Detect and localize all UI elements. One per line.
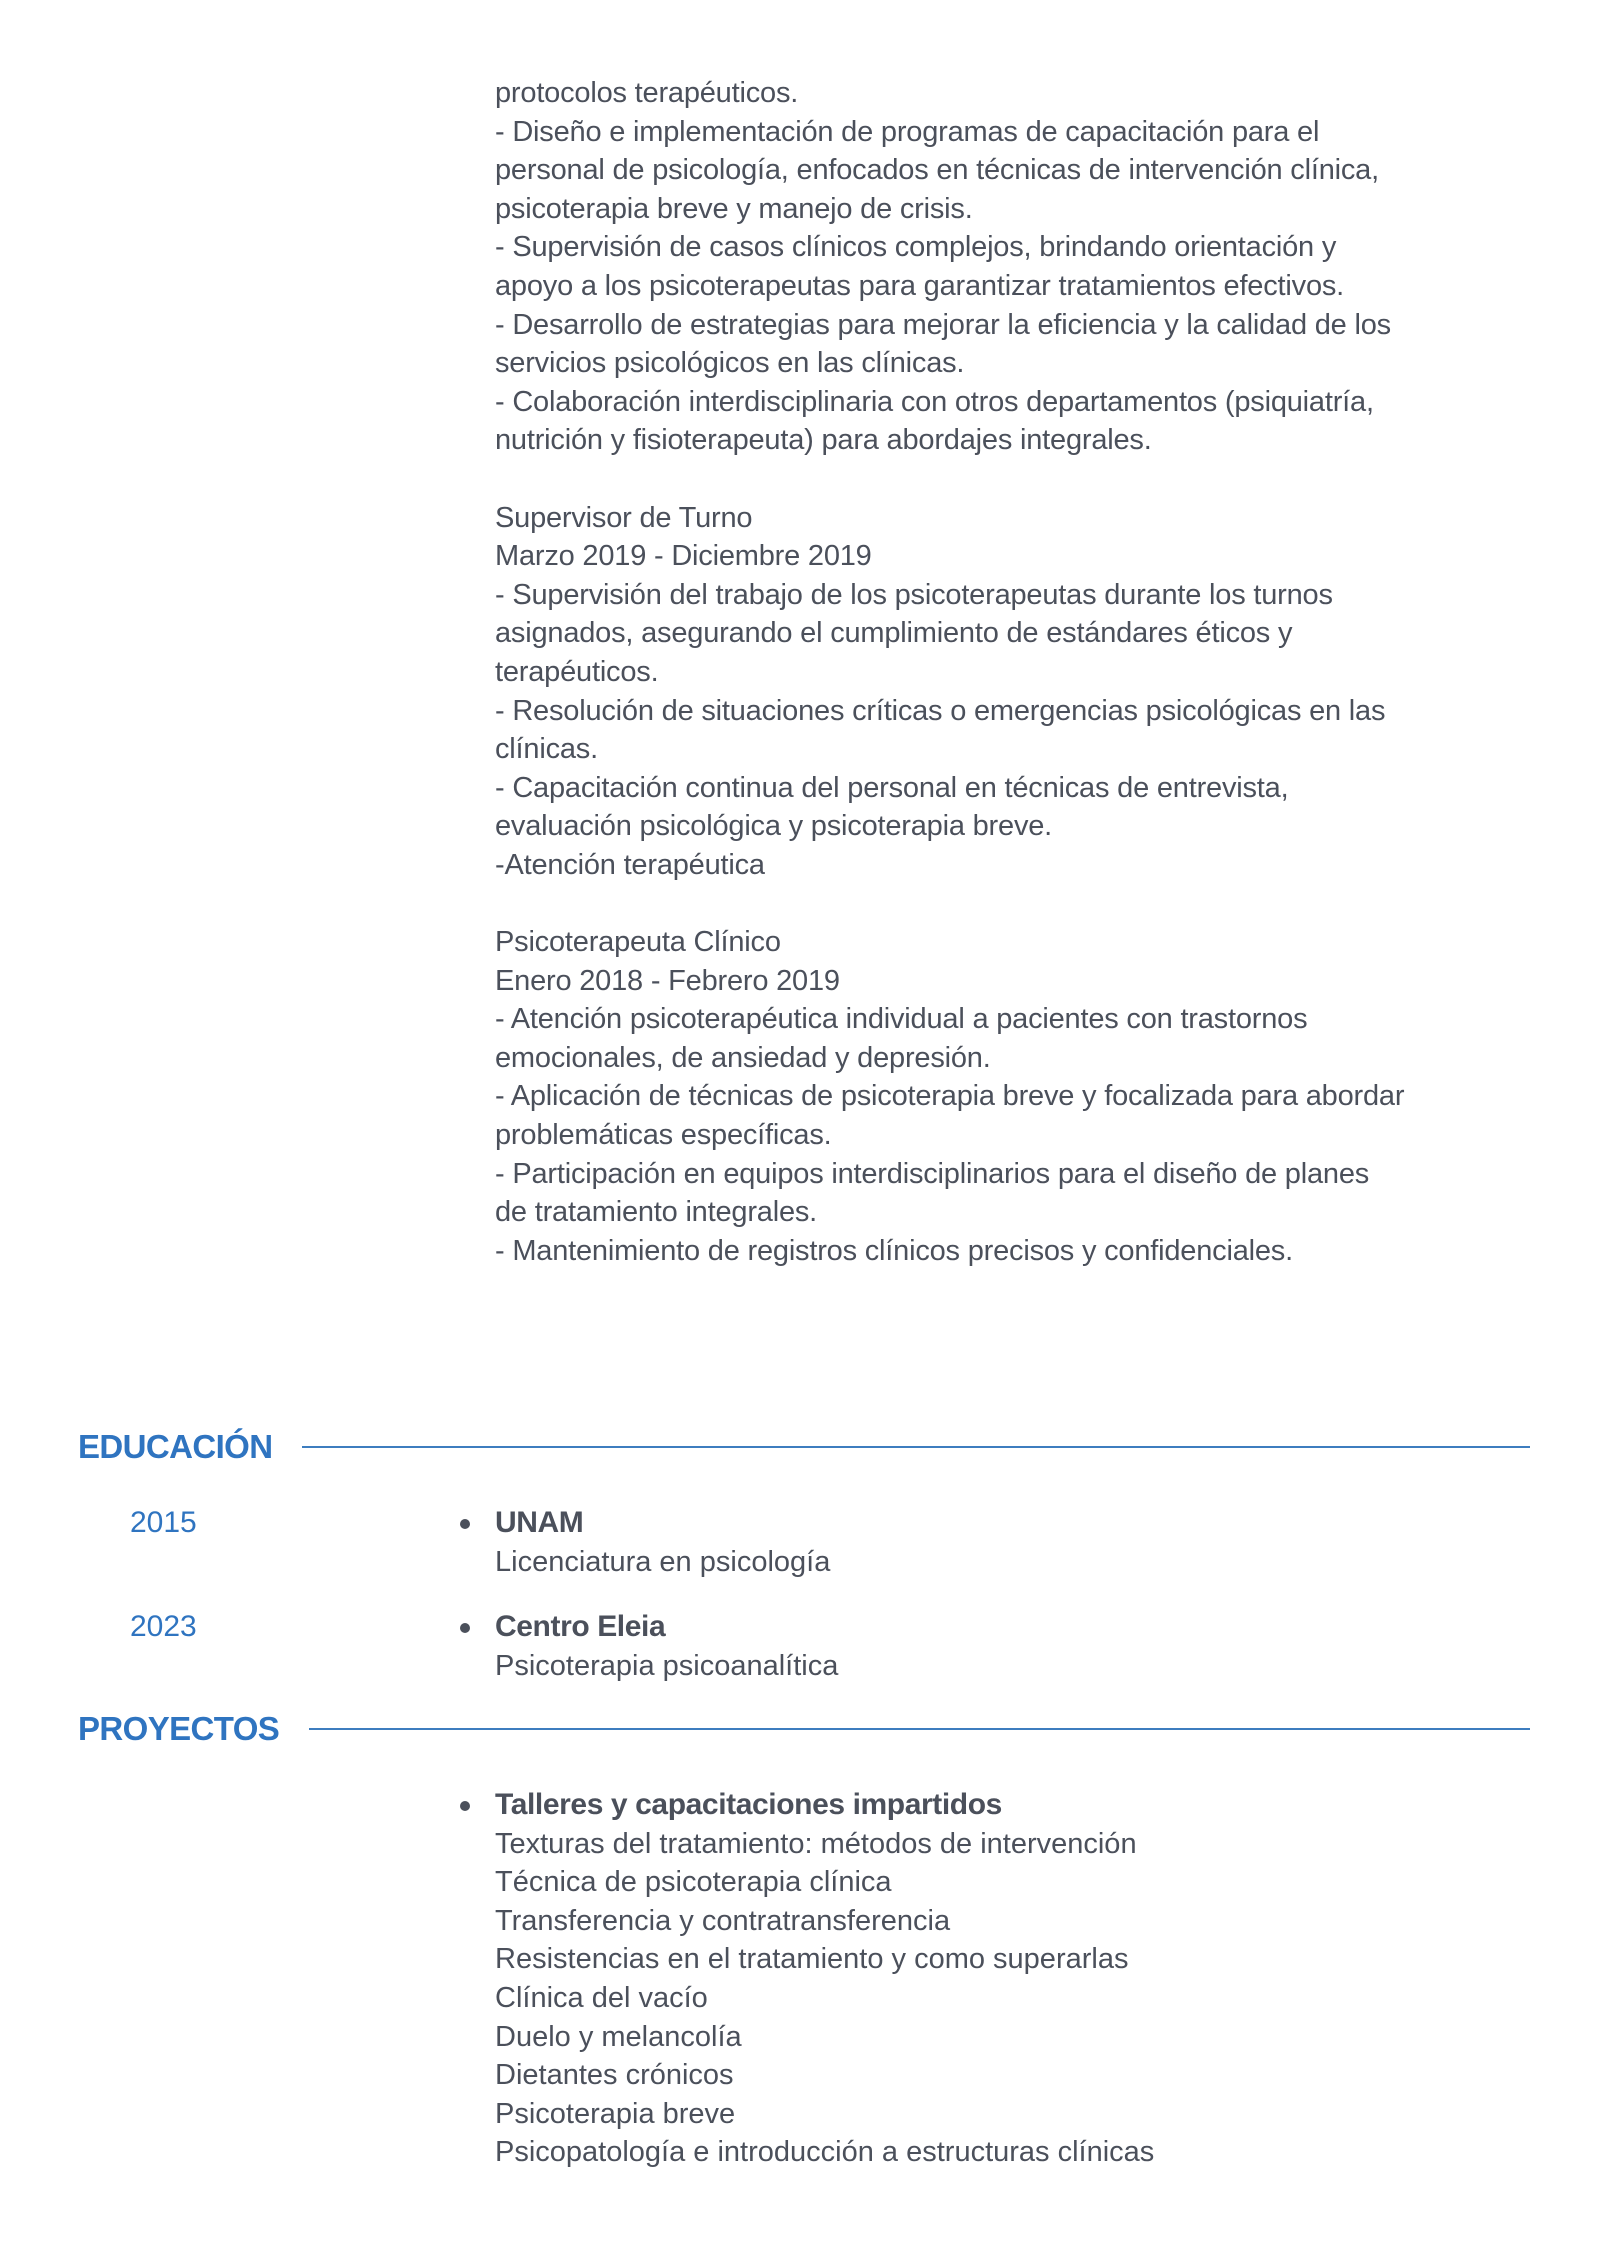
project-line: Psicopatología e introducción a estructuras clínicas: [495, 2136, 1155, 2169]
description-line: - Aplicación de técnicas de psicoterapia breve y focalizada para abordar: [495, 1080, 1405, 1113]
job-dates: Enero 2018 - Febrero 2019: [495, 964, 840, 997]
job-dates: Marzo 2019 - Diciembre 2019: [495, 540, 872, 573]
bullet-icon: [460, 1623, 470, 1633]
section-title-projects: PROYECTOS: [78, 1710, 280, 1747]
project-title: Talleres y capacitaciones impartidos: [495, 1788, 1002, 1821]
job-title: Psicoterapeuta Clínico: [495, 926, 781, 959]
bullet-icon: [460, 1801, 470, 1811]
description-line: psicoterapia breve y manejo de crisis.: [495, 192, 973, 225]
description-line: emocionales, de ansiedad y depresión.: [495, 1041, 991, 1074]
description-line: evaluación psicológica y psicoterapia breve.: [495, 810, 1053, 843]
job-entry: [495, 923, 1555, 1270]
job-entry: [495, 499, 1555, 885]
projects-header: [78, 1710, 1530, 1748]
description-line: -Atención terapéutica: [495, 848, 765, 881]
description-line: apoyo a los psicoterapeutas para garantizar tratamientos efectivos.: [495, 269, 1345, 302]
description-line: nutrición y fisioterapeuta) para abordajes integrales.: [495, 424, 1152, 457]
description-line: personal de psicología, enfocados en técnicas de intervención clínica,: [495, 154, 1379, 187]
description-line: clínicas.: [495, 733, 598, 766]
section-title-education: EDUCACIÓN: [78, 1428, 273, 1465]
project-line: Clínica del vacío: [495, 1981, 708, 2014]
job-title: Supervisor de Turno: [495, 501, 753, 534]
project-line: Transferencia y contratransferencia: [495, 1904, 951, 1937]
education-degree: Licenciatura en psicología: [495, 1545, 831, 1578]
description-line: problemáticas específicas.: [495, 1119, 832, 1152]
description-line: - Resolución de situaciones críticas o emergencias psicológicas en las: [495, 694, 1386, 727]
description-line: - Supervisión del trabajo de los psicoterapeutas durante los turnos: [495, 578, 1333, 611]
description-line: de tratamiento integrales.: [495, 1196, 818, 1229]
project-line: Texturas del tratamiento: métodos de intervención: [495, 1827, 1137, 1860]
description-line: - Mantenimiento de registros clínicos precisos y confidenciales.: [495, 1234, 1293, 1267]
education-year: 2015: [130, 1506, 197, 1539]
education-header: [78, 1428, 1530, 1466]
section-divider: [309, 1728, 1530, 1730]
description-line: - Capacitación continua del personal en técnicas de entrevista,: [495, 771, 1289, 804]
bullet-icon: [460, 1519, 470, 1529]
description-line: - Atención psicoterapéutica individual a pacientes con trastornos: [495, 1003, 1308, 1036]
education-degree: Psicoterapia psicoanalítica: [495, 1649, 839, 1682]
section-divider: [302, 1446, 1530, 1448]
description-line: protocolos terapéuticos.: [495, 77, 799, 109]
description-line: - Supervisión de casos clínicos complejos, brindando orientación y: [495, 231, 1337, 264]
project-line: Técnica de psicoterapia clínica: [495, 1866, 892, 1899]
experience-section: [495, 74, 1555, 1270]
project-line: Psicoterapia breve: [495, 2097, 736, 2130]
education-institution: Centro Eleia: [495, 1610, 666, 1643]
education-year: 2023: [130, 1610, 197, 1643]
project-line: Dietantes crónicos: [495, 2059, 734, 2092]
project-line: Duelo y melancolía: [495, 2020, 742, 2053]
description-line: terapéuticos.: [495, 655, 659, 688]
description-line: - Colaboración interdisciplinaria con otros departamentos (psiquiatría,: [495, 385, 1374, 418]
description-line: - Diseño e implementación de programas de capacitación para el: [495, 115, 1320, 148]
project-line: Resistencias en el tratamiento y como superarlas: [495, 1943, 1129, 1976]
description-line: - Participación en equipos interdisciplinarios para el diseño de planes: [495, 1157, 1370, 1190]
experience-continued-description: [495, 74, 1555, 460]
education-institution: UNAM: [495, 1506, 584, 1539]
description-line: servicios psicológicos en las clínicas.: [495, 347, 965, 380]
description-line: asignados, asegurando el cumplimiento de estándares éticos y: [495, 617, 1293, 650]
description-line: - Desarrollo de estrategias para mejorar la eficiencia y la calidad de los: [495, 308, 1391, 341]
